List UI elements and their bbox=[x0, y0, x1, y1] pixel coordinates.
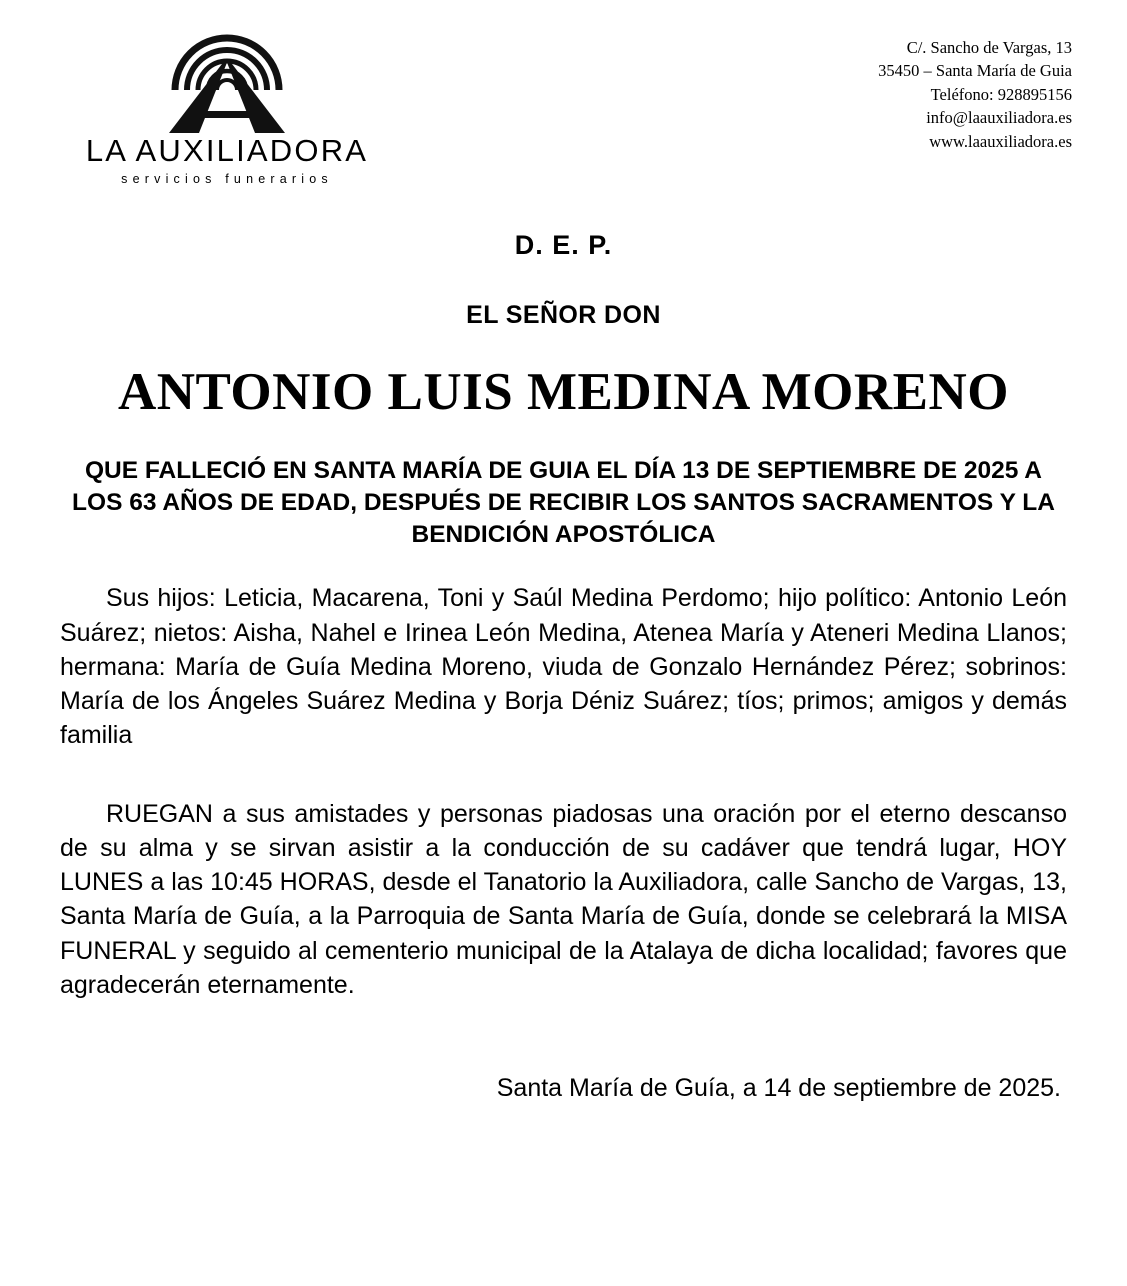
honorific-heading: EL SEÑOR DON bbox=[466, 300, 661, 329]
contact-email[interactable]: info@laauxiliadora.es bbox=[926, 108, 1072, 128]
contact-address-line1: C/. Sancho de Vargas, 13 bbox=[906, 38, 1072, 57]
contact-block bbox=[878, 28, 1075, 153]
company-name: LA AUXILIADORA bbox=[85, 133, 369, 168]
dep-heading: D. E. P. bbox=[514, 229, 613, 260]
family-paragraph: Sus hijos: Leticia, Macarena, Toni y Saúl Medina Perdomo; hijo político: Antonio León Suárez; nietos: Aisha, Nahel e Irinea León Medina, Atenea María y Ateneri Medina Llanos; hermana: María de Guía Medina Moreno, viuda de Gonzalo Hernández Pérez; sobrinos: María de los Ángeles Suárez Medina y Borja Déniz Suárez; tíos; primos; amigos y demás familia bbox=[60, 584, 1067, 750]
contact-website[interactable]: www.laauxiliadora.es bbox=[929, 131, 1072, 151]
service-paragraph: RUEGAN a sus amistades y personas piadosas una oración por el eterno descanso de su alma y se sirvan asistir a la conducción de su cadáver que tendrá lugar, HOY LUNES a las 10:45 HORAS, desde el Tanatorio la Auxiliadora, calle Sancho de Vargas, 13, Santa María de Guía, a la Parroquia de Santa María de Guía, donde se celebrará la MISA FUNERAL y seguido al cementerio municipal de la Atalaya de dicha localidad; favores que agradecerán eternamente. bbox=[60, 799, 1067, 999]
closing-line: Santa María de Guía, a 14 de septiembre de 2025. bbox=[496, 1074, 1061, 1103]
company-tagline: servicios funerarios bbox=[121, 172, 333, 186]
company-logo-block bbox=[52, 28, 392, 186]
death-info: QUE FALLECIÓ EN SANTA MARÍA DE GUIA EL DÍA 13 DE SEPTIEMBRE DE 2025 A LOS 63 AÑOS DE EDAD, DESPUÉS DE RECIBIR LOS SANTOS SACRAMENTOS Y LA BENDICIÓN APOSTÓLICA bbox=[72, 456, 1055, 549]
document-header bbox=[0, 0, 1127, 186]
funeral-arch-logo-icon bbox=[62, 28, 392, 133]
deceased-name: ANTONIO LUIS MEDINA MORENO bbox=[117, 362, 1010, 421]
contact-address-line2: 35450 – Santa María de Guia bbox=[878, 61, 1072, 81]
notice-content bbox=[0, 230, 1127, 1104]
contact-phone: Teléfono: 928895156 bbox=[930, 84, 1072, 104]
